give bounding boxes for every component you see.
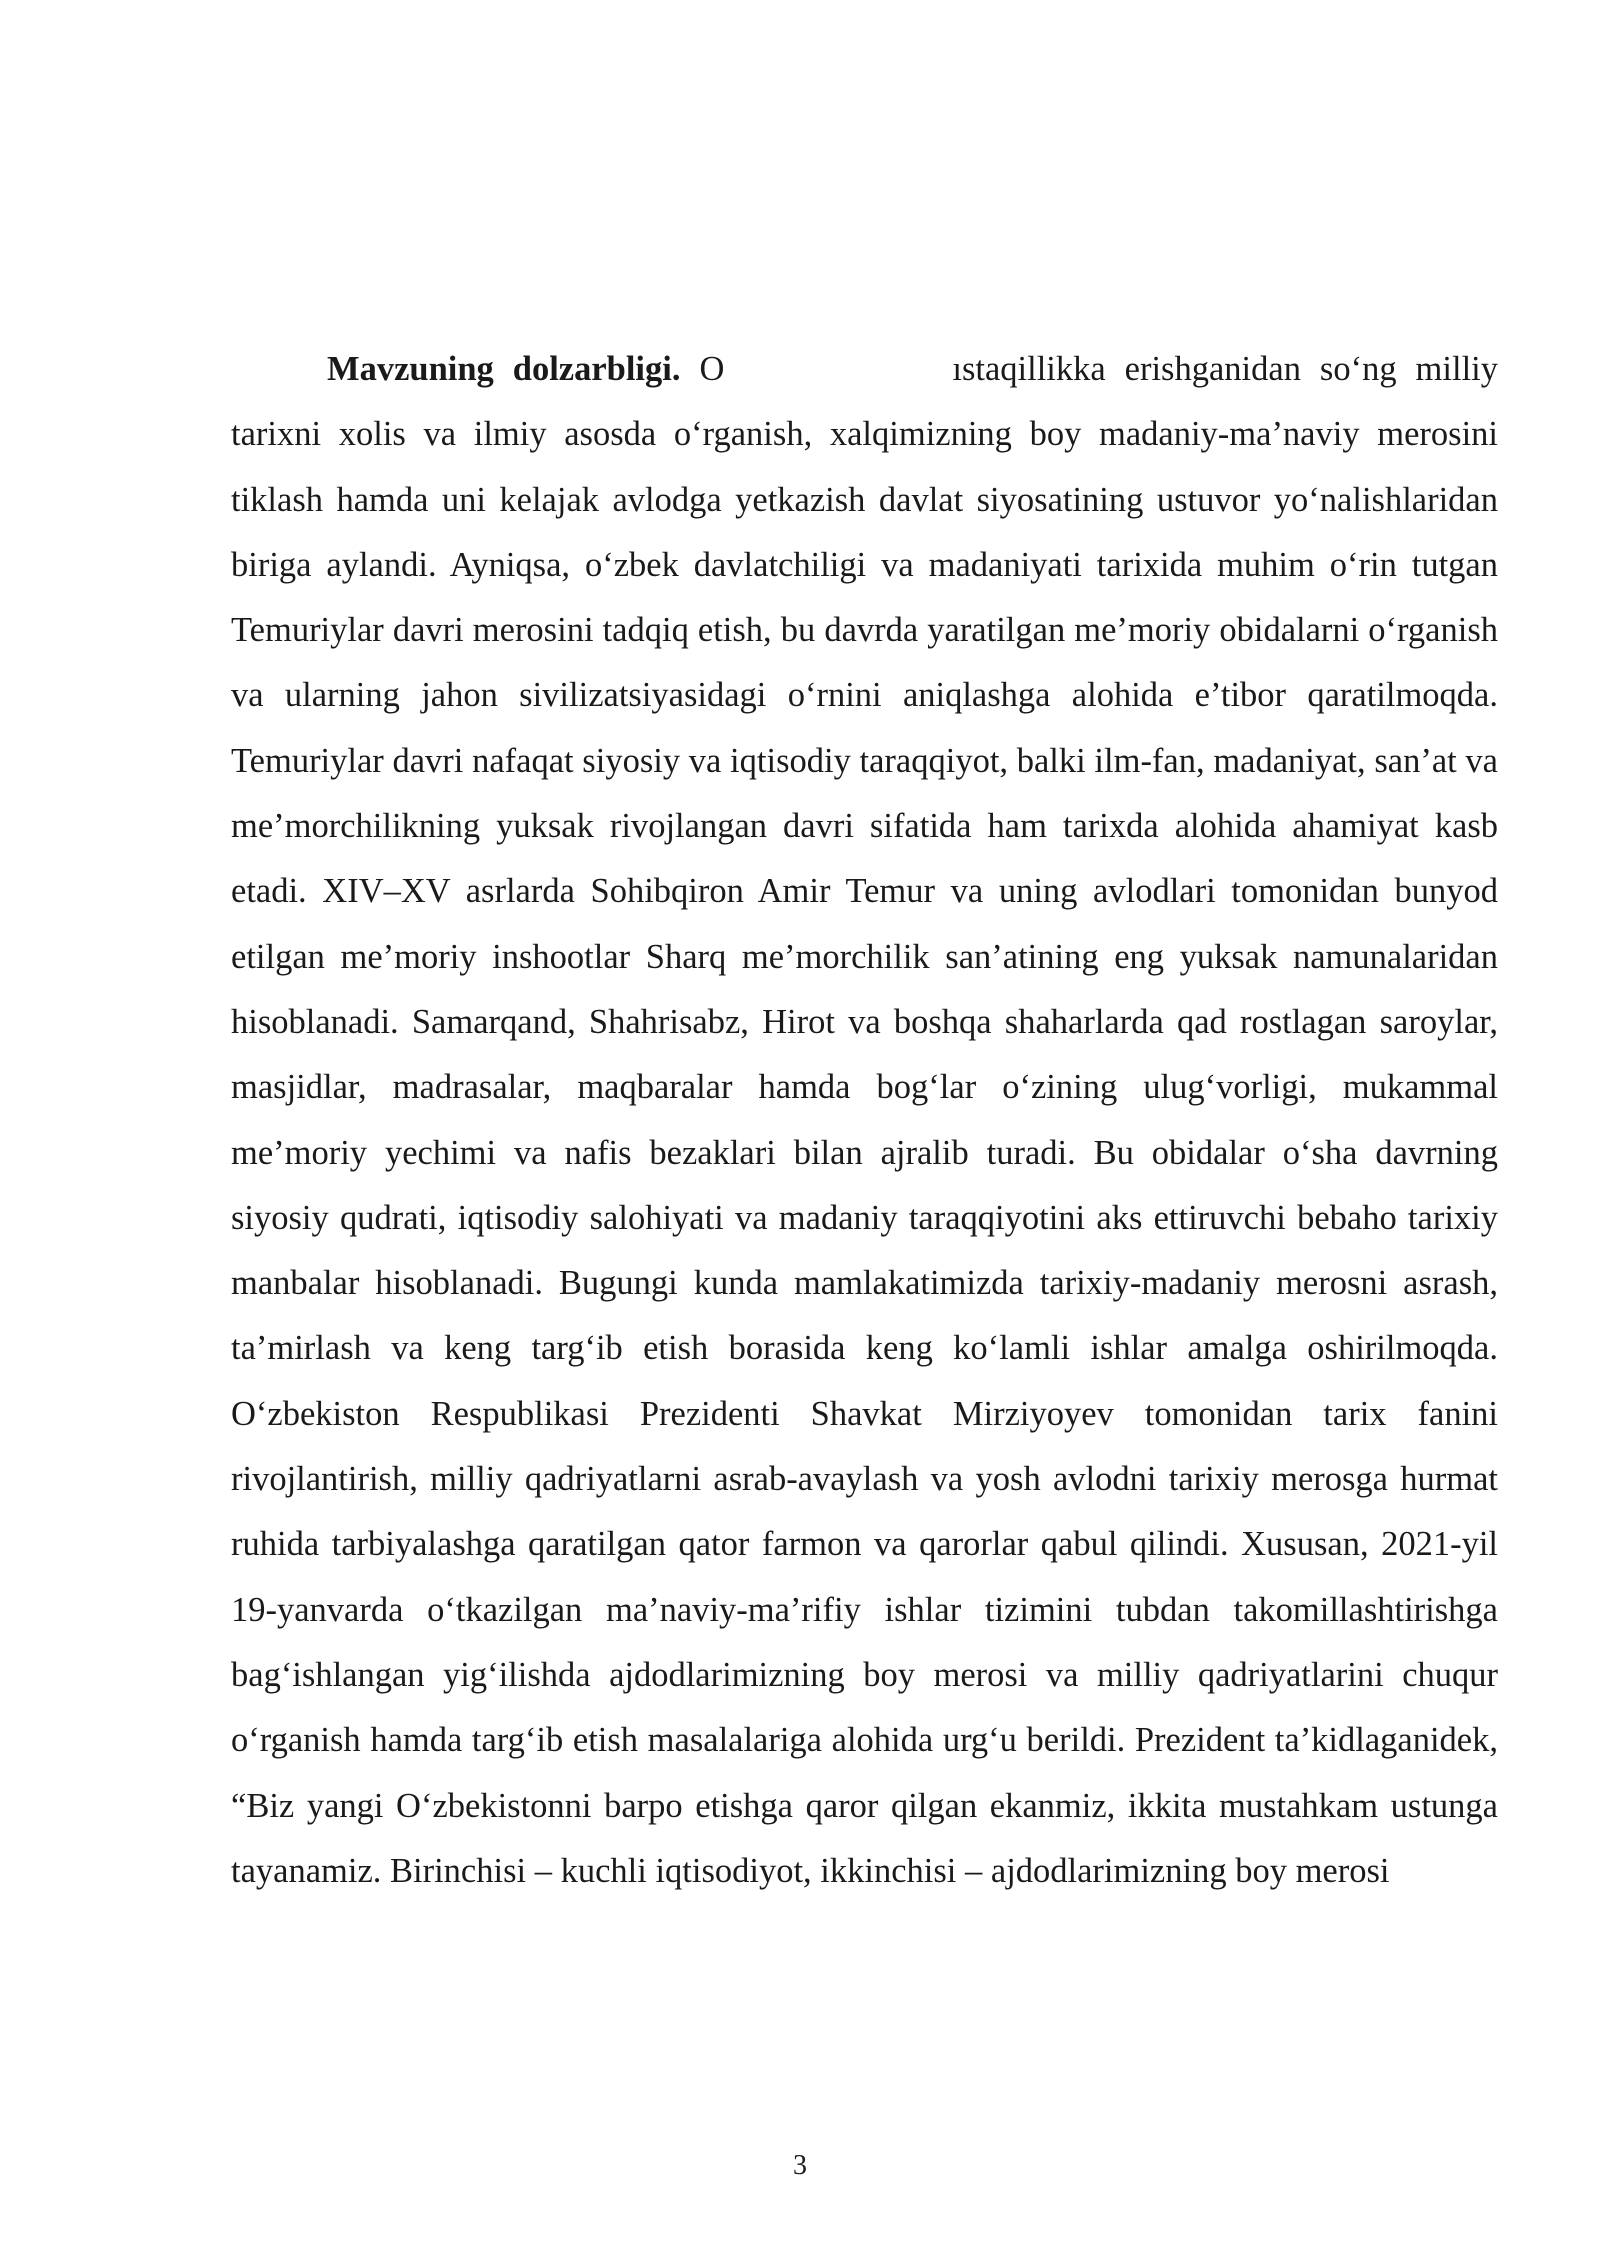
paragraph-lead-text: O xyxy=(699,350,725,388)
body-paragraph xyxy=(231,337,1498,1904)
section-heading: Mavzuning dolzarbligi. xyxy=(327,350,681,388)
redacted-gap xyxy=(724,348,952,388)
page-number: 3 xyxy=(793,2150,807,2181)
paragraph-text: ıstaqillikka erishganidan so‘ng milliy tarixni xolis va ilmiy asosda o‘rganish, xalqimizning boy madaniy-ma’naviy merosini tiklash hamda uni kelajak avlodga yetkazish davlat siyosatining ustuvor yo‘nalishlaridan biriga aylandi. Ayniqsa, o‘zbek davlatchiligi va madaniyati tarixida muhim o‘rin tutgan Temuriylar davri merosini tadqiq etish, bu davrda yaratilgan me’moriy obidalarni o‘rganish va ularning jahon sivilizatsiyasidagi o‘rnini aniqlashga alohida e’tibor qaratilmoqda. Temuriylar davri nafaqat siyosiy va iqtisodiy taraqqiyot, balki ilm-fan, madaniyat, san’at va me’morchilikning yuksak rivojlangan davri sifatida ham tarixda alohida ahamiyat kasb etadi. XIV–XV asrlarda Sohibqiron Amir Temur va uning avlodlari tomonidan bunyod etilgan me’moriy inshootlar Sharq me’morchilik san’atining eng yuksak namunalaridan hisoblanadi. Samarqand, Shahrisabz, Hirot va boshqa shaharlarda qad rostlagan saroylar, masjidlar, madrasalar, maqbaralar hamda bog‘lar o‘zining ulug‘vorligi, mukammal me’moriy yechimi va nafis bezaklari bilan ajralib turadi. Bu obidalar o‘sha davrning siyosiy qudrati, iqtisodiy salohiyati va madaniy taraqqiyotini aks ettiruvchi bebaho tarixiy manbalar hisoblanadi. Bugungi kunda mamlakatimizda tarixiy-madaniy merosni asrash, ta’mirlash va keng targ‘ib etish borasida keng ko‘lamli ishlar amalga oshirilmoqda. O‘zbekiston Respublikasi Prezidenti Shavkat Mirziyoyev tomonidan tarix fanini rivojlantirish, milliy qadriyatlarni asrab-avaylash va yosh avlodni tarixiy merosga hurmat ruhida tarbiyalashga qaratilgan qator farmon va qarorlar qabul qilindi. Xususan, 2021-yil 19-yanvarda o‘tkazilgan ma’naviy-ma’rifiy ishlar tizimini tubdan takomillashtirishga bag‘ishlangan yig‘ilishda ajdodlarimizning boy merosi va milliy qadriyatlarini chuqur o‘rganish hamda targ‘ib etish masalalariga alohida urg‘u berildi. Prezident ta’kidlaganidek, “Biz yangi O‘zbekistonni barpo etishga qaror qilgan ekanmiz, ikkita mustahkam ustunga tayanamiz. Birinchisi – kuchli iqtisodiyot, ikkinchisi – ajdodlarimizning boy merosi xyxy=(231,350,1498,1890)
